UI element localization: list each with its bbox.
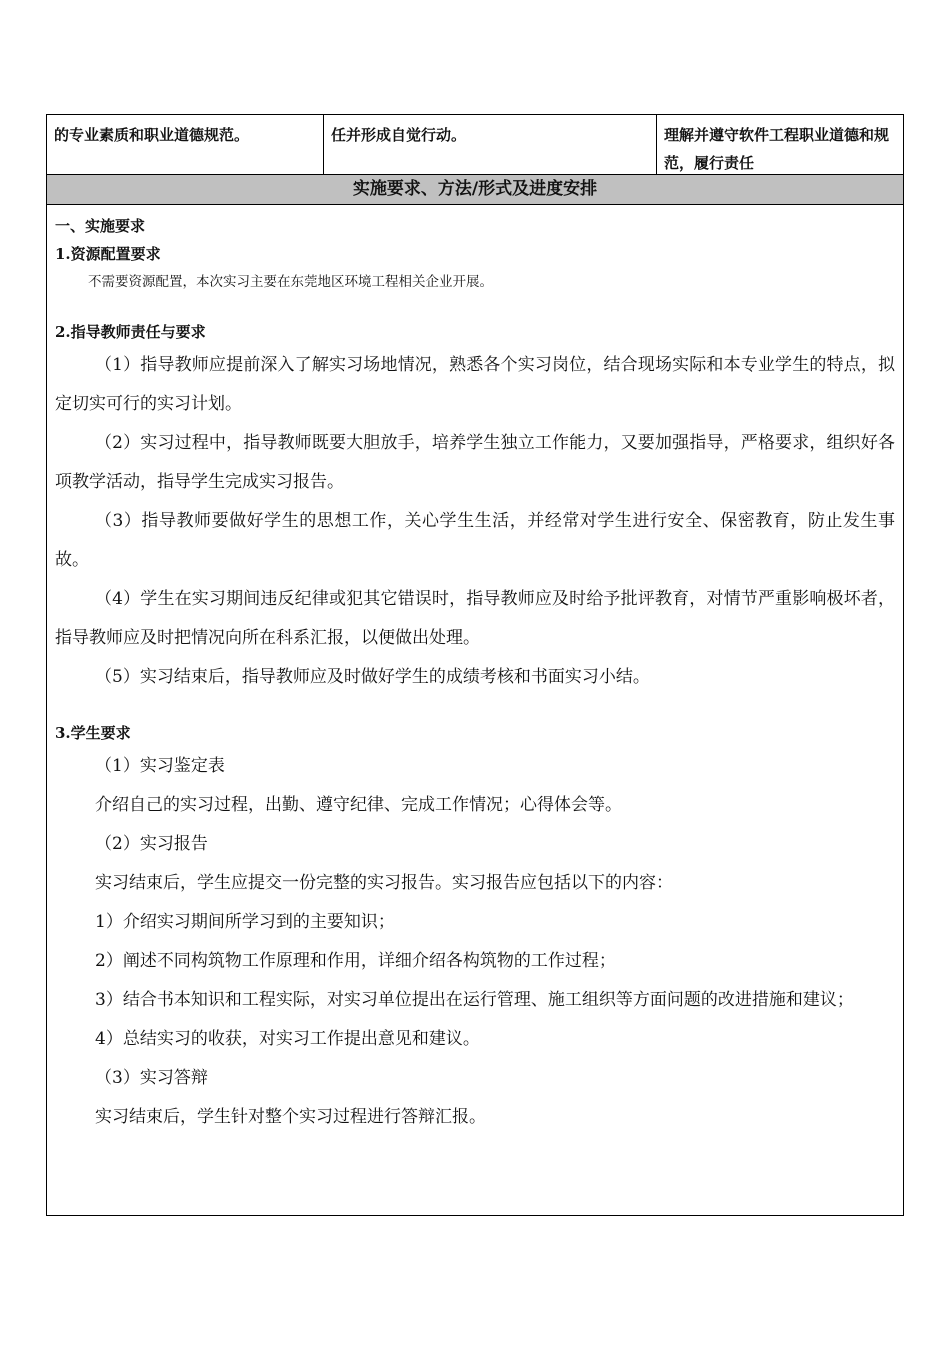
student-line-6: 2）阐述不同构筑物工作原理和作用，详细介绍各构筑物的工作过程； xyxy=(95,951,616,971)
teacher-item-3: （3）指导教师要做好学生的思想工作，关心学生生活，并经常对学生进行安全、保密教育，防止发生事故。 xyxy=(55,511,895,570)
student-line-10: 实习结束后，学生针对整个实习过程进行答辩汇报。 xyxy=(95,1107,486,1127)
student-line-3: （2）实习报告 xyxy=(95,834,208,854)
teacher-item-4: （4）学生在实习期间违反纪律或犯其它错误时，指导教师应及时给予批评教育，对情节严重影响极坏者，指导教师应及时把情况向所在科系汇报，以便做出处理。 xyxy=(55,589,895,648)
resource-text: 不需要资源配置，本次实习主要在东莞地区环境工程相关企业开展。 xyxy=(88,274,493,290)
teacher-heading: 2.指导教师责任与要求 xyxy=(55,323,206,341)
document-table xyxy=(46,114,904,1216)
student-line-8: 4）总结实习的收获，对实习工作提出意见和建议。 xyxy=(95,1029,480,1049)
teacher-item-2: （2）实习过程中，指导教师既要大胆放手，培养学生独立工作能力，又要加强指导，严格要求，组织好各项教学活动，指导学生完成实习报告。 xyxy=(55,433,895,492)
objective-cell-1: 的专业素质和职业道德规范。 xyxy=(47,115,324,174)
student-line-9: （3）实习答辩 xyxy=(95,1068,208,1088)
implementation-heading: 一、实施要求 xyxy=(55,217,146,235)
teacher-item-5: （5）实习结束后，指导教师应及时做好学生的成绩考核和书面实习小结。 xyxy=(95,667,650,687)
section-title: 实施要求、方法/形式及进度安排 xyxy=(47,175,903,205)
objectives-row xyxy=(47,115,903,175)
teacher-item-1: （1）指导教师应提前深入了解实习场地情况，熟悉各个实习岗位，结合现场实际和本专业学生的特点，拟定切实可行的实习计划。 xyxy=(55,355,895,414)
student-line-2: 介绍自己的实习过程，出勤、遵守纪律、完成工作情况；心得体会等。 xyxy=(95,795,622,815)
student-heading: 3.学生要求 xyxy=(55,724,131,742)
objective-cell-2: 任并形成自觉行动。 xyxy=(324,115,657,174)
student-line-1: （1）实习鉴定表 xyxy=(95,756,225,776)
objective-cell-3: 理解并遵守软件工程职业道德和规范，履行责任 xyxy=(664,126,890,172)
resource-heading: 1.资源配置要求 xyxy=(55,245,161,263)
section-body xyxy=(47,205,903,1137)
student-line-7: 3）结合书本知识和工程实际，对实习单位提出在运行管理、施工组织等方面问题的改进措施和建议； xyxy=(95,990,854,1010)
student-line-4: 实习结束后，学生应提交一份完整的实习报告。实习报告应包括以下的内容： xyxy=(95,873,673,893)
student-line-5: 1）介绍实习期间所学习到的主要知识； xyxy=(95,912,395,932)
